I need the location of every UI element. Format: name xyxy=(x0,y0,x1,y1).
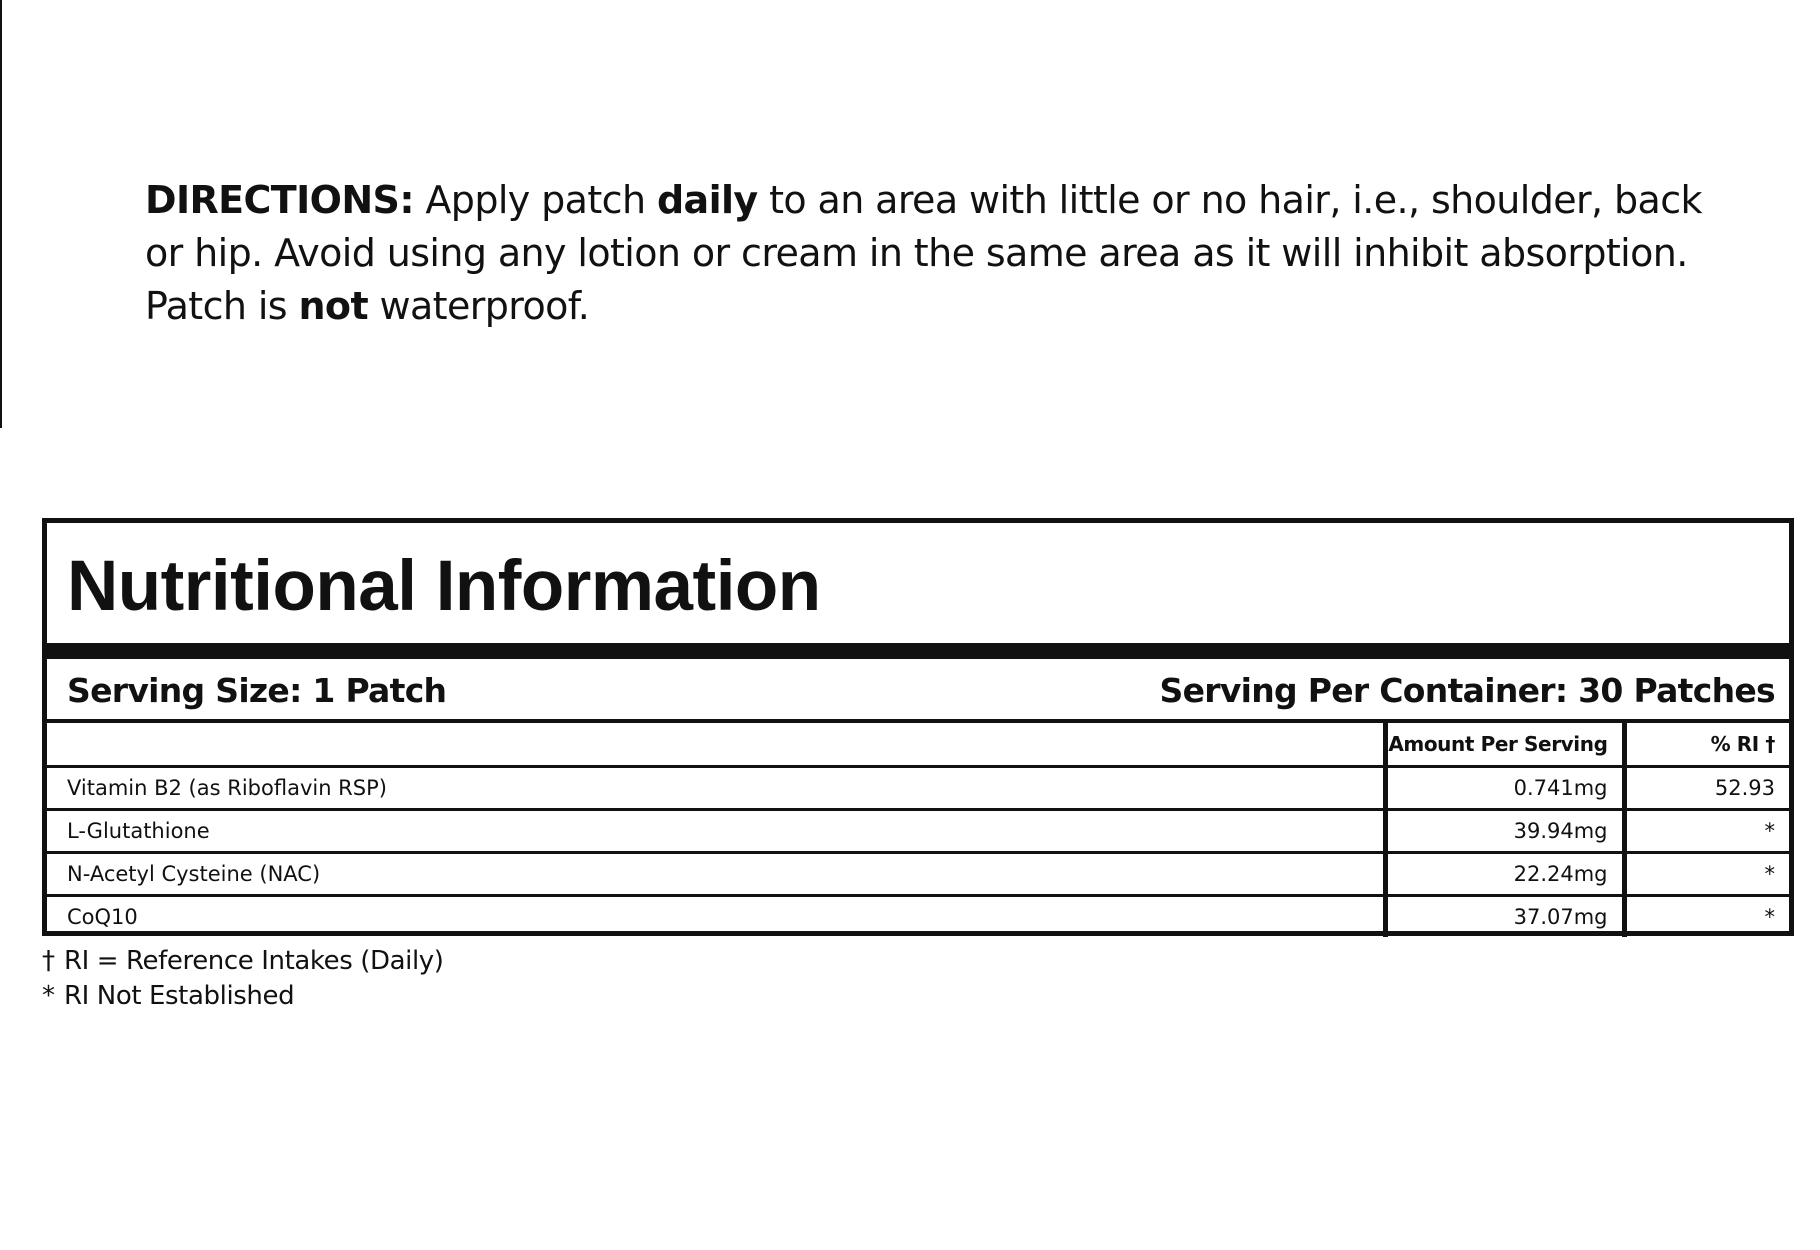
ingredient-amount: 0.741mg xyxy=(1385,767,1624,810)
serving-row xyxy=(47,659,1789,723)
ingredient-amount: 22.24mg xyxy=(1385,853,1624,896)
footnote-text: RI Not Established xyxy=(64,981,295,1011)
nutrition-panel xyxy=(42,518,1794,936)
title-divider xyxy=(47,643,1789,659)
ingredient-ri: 52.93 xyxy=(1624,767,1789,810)
footnote-ri-definition xyxy=(42,944,444,979)
left-edge-line xyxy=(0,0,2,428)
footnote-text: RI = Reference Intakes (Daily) xyxy=(64,946,444,976)
footnote-symbol: † xyxy=(42,946,55,976)
directions-text-part: waterproof. xyxy=(368,284,590,328)
table-row xyxy=(47,810,1789,853)
ingredient-ri: * xyxy=(1624,810,1789,853)
header-ingredient xyxy=(47,723,1385,767)
table-header-row xyxy=(47,723,1789,767)
directions-text-part: Apply patch xyxy=(413,178,657,222)
table-row xyxy=(47,767,1789,810)
directions-emphasis-daily: daily xyxy=(656,178,758,222)
directions-label: DIRECTIONS: xyxy=(145,178,414,222)
servings-per-container: Serving Per Container: 30 Patches xyxy=(1159,671,1775,710)
ingredient-name: CoQ10 xyxy=(47,896,1385,938)
nutrition-table xyxy=(47,723,1789,937)
ingredient-amount: 37.07mg xyxy=(1385,896,1624,938)
table-row xyxy=(47,896,1789,938)
header-amount: Amount Per Serving xyxy=(1385,723,1624,767)
ingredient-ri: * xyxy=(1624,896,1789,938)
footnote-symbol: * xyxy=(42,981,55,1011)
ingredient-name: N-Acetyl Cysteine (NAC) xyxy=(47,853,1385,896)
ingredient-amount: 39.94mg xyxy=(1385,810,1624,853)
panel-title: Nutritional Information xyxy=(67,547,821,626)
footnotes xyxy=(42,944,444,1014)
ingredient-ri: * xyxy=(1624,853,1789,896)
directions-emphasis-not: not xyxy=(298,284,369,328)
footnote-ri-not-established xyxy=(42,979,444,1014)
directions-text-part: to an area with little or no hair, i.e., shoulder, back or hip. Avoid using any lotion or cream in the same area as it will inhibit absorption. Patch is xyxy=(145,178,1702,328)
ingredient-name: L-Glutathione xyxy=(47,810,1385,853)
ingredient-name: Vitamin B2 (as Riboflavin RSP) xyxy=(47,767,1385,810)
directions-text xyxy=(145,174,1745,333)
header-ri: % RI † xyxy=(1624,723,1789,767)
table-row xyxy=(47,853,1789,896)
serving-size: Serving Size: 1 Patch xyxy=(67,671,447,710)
